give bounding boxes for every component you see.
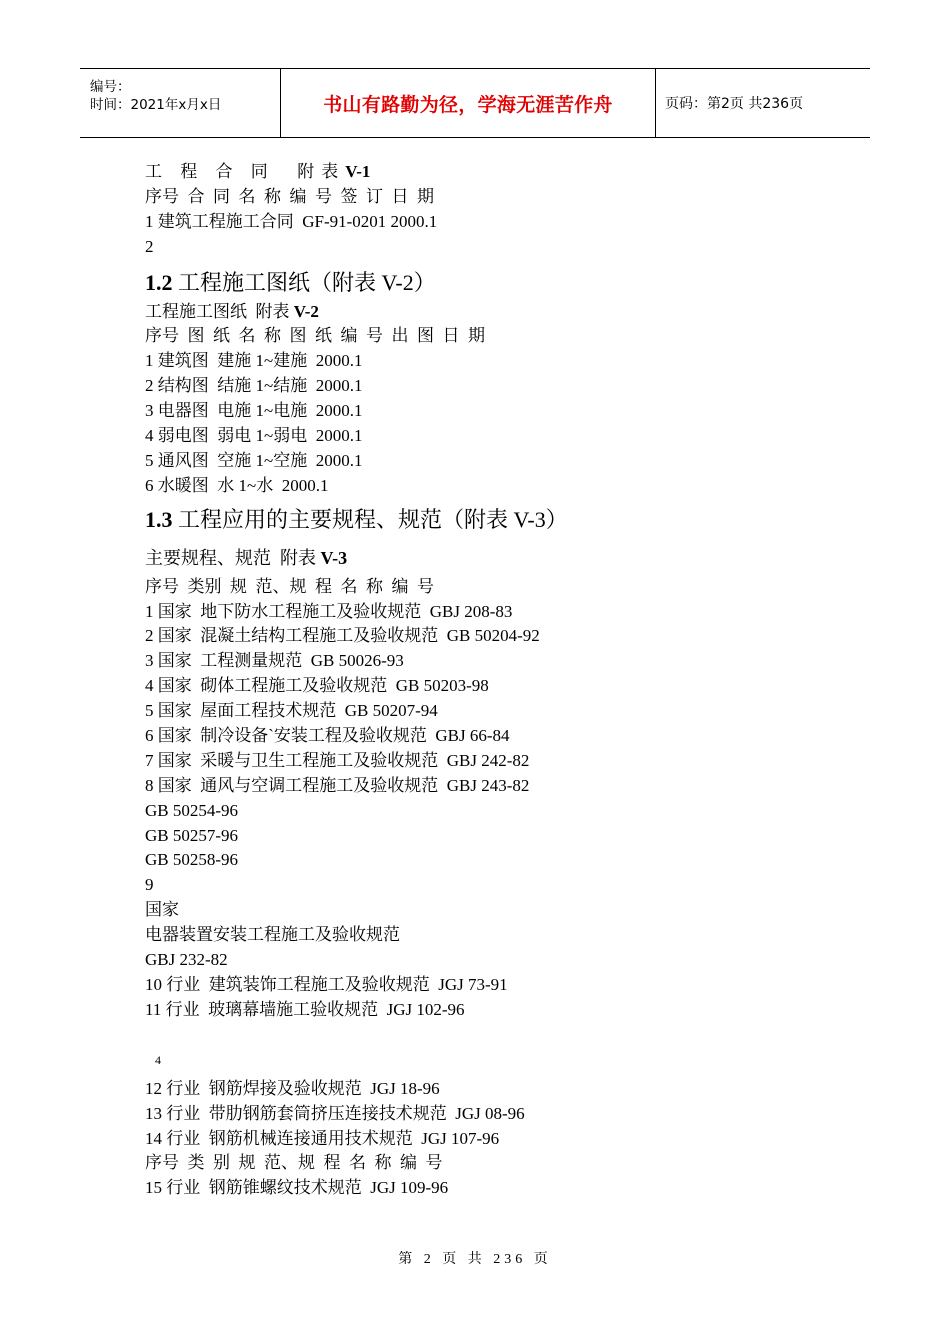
table-row: GB 50257-96 <box>145 825 239 845</box>
page-marker: 4 <box>155 1052 161 1067</box>
table-row: 11 行业 玻璃幕墙施工验收规范 JGJ 102-96 <box>145 999 465 1019</box>
table-row: 5 国家 屋面工程技术规范 GB 50207-94 <box>145 701 438 721</box>
table-title-contract <box>145 160 568 185</box>
table-row: 15 行业 钢筋锥螺纹技术规范 JGJ 109-96 <box>145 1178 449 1198</box>
table-columns-standards: 序号 类别 规 范、规 程 名 称 编 号 <box>145 576 434 596</box>
header-motto-cell <box>280 69 656 137</box>
table-row: 4 国家 砌体工程施工及验收规范 GB 50203-98 <box>145 676 489 696</box>
table-row: 4 弱电图 弱电 1~弱电 2000.1 <box>145 426 363 446</box>
table-code: V-2 <box>293 301 319 321</box>
table-row: 12 行业 钢筋焊接及验收规范 JGJ 18-96 <box>145 1078 440 1098</box>
table-code: V-3 <box>320 547 348 568</box>
table-row: 2 国家 混凝土结构工程施工及验收规范 GB 50204-92 <box>145 626 540 646</box>
table-code: V-1 <box>345 162 371 181</box>
page-footer <box>0 1248 950 1268</box>
table-row: 2 结构图 结施 1~结施 2000.1 <box>145 376 363 396</box>
table-row: 1 国家 地下防水工程施工及验收规范 GBJ 208-83 <box>145 601 513 621</box>
header-motto: 书山有路勤为径，学海无涯苦作舟 <box>323 93 613 116</box>
table-row: GB 50258-96 <box>145 850 239 870</box>
heading-text: 工程应用的主要规程、规范（附表 V-3） <box>172 506 568 532</box>
page-header <box>80 68 870 138</box>
table-row: 国家 <box>145 900 179 920</box>
table-row: GB 50254-96 <box>145 800 239 820</box>
table-row: 7 国家 采暖与卫生工程施工及验收规范 GBJ 242-82 <box>145 750 530 770</box>
table-row: 1 建筑图 建施 1~建施 2000.1 <box>145 351 363 371</box>
section-heading-1-2 <box>145 268 568 298</box>
table-row: 8 国家 通风与空调工程施工及验收规范 GBJ 243-82 <box>145 775 530 795</box>
table-columns-contract <box>145 185 568 210</box>
table-title-text: 主要规程、规范 附表 <box>145 547 316 568</box>
header-time: 时间：2021年x月x日 <box>90 97 222 113</box>
table-row: 9 <box>145 875 154 895</box>
heading-number: 1.3 <box>145 506 173 532</box>
footer-text: 第 2 页 共 236 页 <box>398 1252 552 1267</box>
header-meta <box>80 69 280 137</box>
table-row: 14 行业 钢筋机械连接通用技术规范 JGJ 107-96 <box>145 1128 500 1148</box>
table-row: 1 建筑工程施工合同 GF-91-0201 2000.1 <box>145 211 438 231</box>
table-row: 3 电器图 电施 1~电施 2000.1 <box>145 401 363 421</box>
table-row: 6 水暖图 水 1~水 2000.1 <box>145 475 329 495</box>
table-columns-repeat: 序号 类 别 规 范、规 程 名 称 编 号 <box>145 1153 443 1173</box>
table-title-text: 工程施工图纸 附表 <box>145 301 290 321</box>
table-row: 5 通风图 空施 1~空施 2000.1 <box>145 450 363 470</box>
table-row: GBJ 232-82 <box>145 950 228 970</box>
table-columns-drawings: 序号 图 纸 名 称 图 纸 编 号 出 图 日 期 <box>145 326 485 346</box>
heading-text: 工程施工图纸（附表 V-2） <box>172 269 436 295</box>
header-number: 编号： <box>90 79 131 95</box>
document-body <box>145 160 568 1201</box>
table-row: 10 行业 建筑装饰工程施工及验收规范 JGJ 73-91 <box>145 974 508 994</box>
table-row: 2 <box>145 236 154 256</box>
columns-text: 序号 合 同 名 称 编 号 签 订 日 期 <box>145 186 434 206</box>
heading-number: 1.2 <box>145 269 173 295</box>
table-row: 电器装置安装工程施工及验收规范 <box>145 925 400 945</box>
section-heading-1-3 <box>145 505 568 535</box>
table-row: 6 国家 制冷设备`安装工程及验收规范 GBJ 66-84 <box>145 726 510 746</box>
table-row: 3 国家 工程测量规范 GB 50026-93 <box>145 651 404 671</box>
table-title-drawings <box>145 300 568 325</box>
table-title-standards <box>145 545 568 571</box>
table-title-text: 工 程 合 同 附表 <box>145 162 346 181</box>
table-row: 13 行业 带肋钢筋套筒挤压连接技术规范 JGJ 08-96 <box>145 1103 525 1123</box>
header-page-info: 页码：第2页 共236页 <box>665 96 804 112</box>
